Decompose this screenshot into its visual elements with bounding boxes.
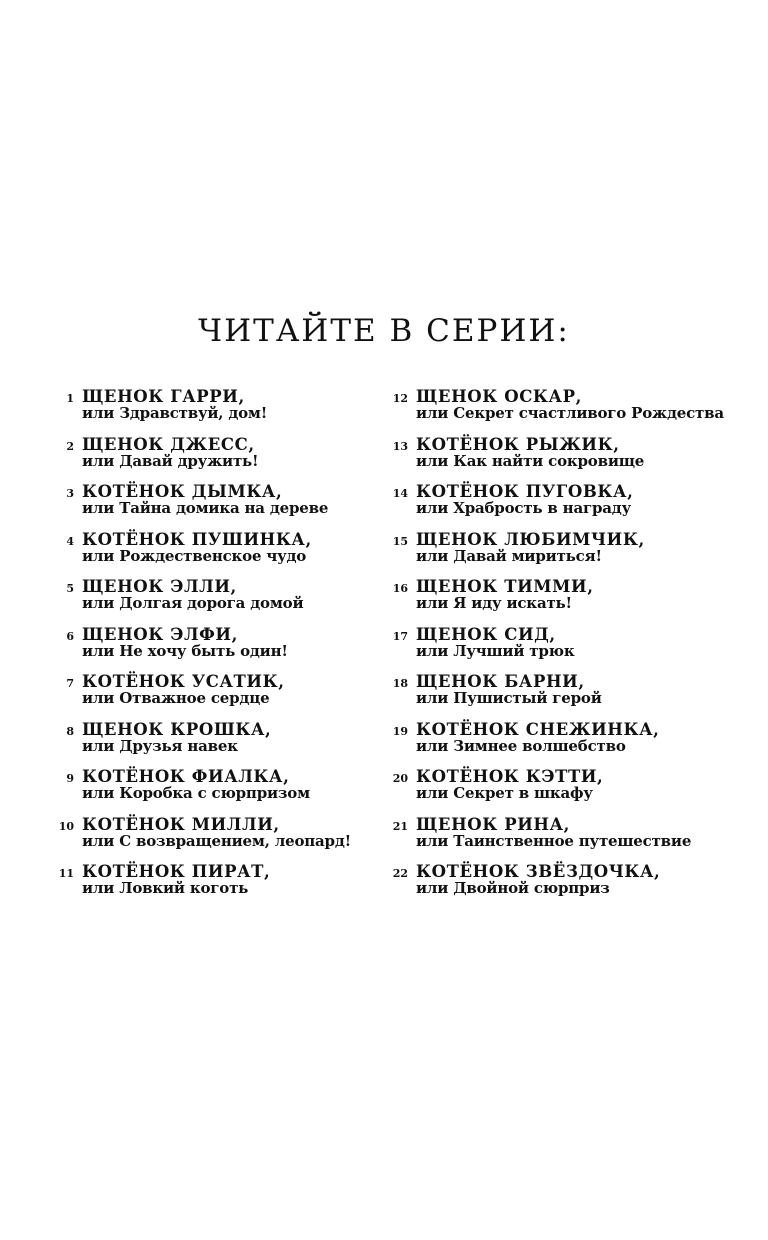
book-number: 21 — [392, 819, 408, 833]
book-number: 18 — [392, 677, 408, 690]
list-item — [56, 483, 376, 531]
book-subtitle: или Зимнее волшебство — [416, 736, 626, 755]
book-number: 10 — [58, 819, 74, 833]
book-subtitle: или Секрет в шкафу — [416, 784, 593, 802]
book-title: ЩЕНОК ГАРРИ, — [82, 387, 245, 406]
list-item — [56, 721, 376, 769]
book-number: 19 — [392, 724, 408, 738]
book-title: ЩЕНОК ЛЮБИМЧИК, — [416, 529, 645, 549]
book-number: 22 — [392, 867, 408, 880]
list-item — [390, 626, 760, 674]
book-subtitle: или Пушистый герой — [416, 689, 602, 707]
list-item — [56, 388, 376, 436]
list-item — [56, 673, 376, 721]
book-title: КОТЁНОК ЗВЁЗДОЧКА, — [416, 862, 661, 881]
list-item — [390, 673, 760, 721]
book-title: ЩЕНОК БАРНИ, — [416, 672, 585, 691]
book-title: ЩЕНОК ОСКАР, — [416, 387, 582, 406]
book-subtitle: или Рождественское чудо — [82, 546, 307, 565]
book-number: 11 — [58, 867, 74, 880]
book-number: 7 — [66, 677, 74, 690]
list-item — [390, 436, 760, 484]
book-title: ЩЕНОК КРОШКА, — [82, 719, 272, 739]
book-title: КОТЁНОК ПУГОВКА, — [416, 482, 634, 501]
list-item — [56, 531, 376, 579]
book-number: 5 — [66, 582, 74, 595]
book-subtitle: или Ловкий коготь — [82, 879, 249, 897]
list-item — [56, 768, 376, 816]
book-title: КОТЁНОК РЫЖИК, — [416, 434, 620, 454]
book-title: КОТЁНОК УСАТИК, — [82, 672, 285, 691]
book-subtitle: или Коробка с сюрпризом — [82, 784, 310, 802]
book-subtitle: или Здравствуй, дом! — [82, 404, 268, 422]
list-item — [390, 388, 760, 436]
list-item — [56, 816, 376, 864]
book-title: КОТЁНОК ФИАЛКА, — [82, 767, 290, 786]
book-subtitle: или Храбрость в награду — [416, 499, 631, 517]
list-item — [390, 531, 760, 579]
book-subtitle: или Не хочу быть один! — [82, 641, 288, 660]
list-item — [390, 721, 760, 769]
book-number: 13 — [392, 439, 408, 453]
series-list-right — [390, 388, 760, 911]
book-number: 1 — [66, 392, 74, 405]
book-number: 20 — [392, 772, 408, 785]
book-title: ЩЕНОК РИНА, — [416, 814, 570, 834]
list-item — [390, 768, 760, 816]
book-subtitle: или Таинственное путешествие — [416, 831, 692, 850]
list-item — [56, 626, 376, 674]
book-number: 2 — [66, 439, 74, 453]
book-number: 8 — [66, 724, 74, 738]
list-item — [390, 863, 760, 911]
book-title: КОТЁНОК КЭТТИ, — [416, 767, 604, 786]
list-item — [390, 578, 760, 626]
book-number: 6 — [66, 629, 74, 643]
list-item — [390, 816, 760, 864]
list-item — [56, 578, 376, 626]
book-subtitle: или С возвращением, леопард! — [82, 831, 352, 850]
book-title: ЩЕНОК ДЖЕСС, — [82, 434, 255, 454]
book-number: 3 — [66, 487, 74, 500]
list-item — [56, 436, 376, 484]
book-number: 9 — [66, 772, 74, 785]
book-title: КОТЁНОК СНЕЖИНКА, — [416, 719, 660, 739]
book-title: КОТЁНОК ДЫМКА, — [82, 482, 283, 501]
book-number: 4 — [66, 534, 74, 548]
list-item — [390, 483, 760, 531]
list-item — [56, 863, 376, 911]
book-subtitle: или Давай дружить! — [82, 451, 259, 470]
book-subtitle: или Давай мириться! — [416, 546, 602, 565]
book-subtitle: или Друзья навек — [82, 736, 238, 755]
book-title: ЩЕНОК ЭЛФИ, — [82, 624, 238, 644]
book-title: КОТЁНОК ПИРАТ, — [82, 862, 271, 881]
book-subtitle: или Отважное сердце — [82, 689, 270, 707]
book-number: 12 — [392, 392, 408, 405]
book-subtitle: или Я иду искать! — [416, 594, 572, 612]
book-subtitle: или Лучший трюк — [416, 641, 575, 660]
book-number: 17 — [392, 629, 408, 643]
book-number: 16 — [392, 582, 408, 595]
book-subtitle: или Секрет счастливого Рождества — [416, 404, 724, 422]
book-subtitle: или Как найти сокровище — [416, 451, 645, 470]
book-number: 15 — [392, 534, 408, 548]
book-subtitle: или Двойной сюрприз — [416, 879, 610, 897]
book-title: КОТЁНОК ПУШИНКА, — [82, 529, 312, 549]
page-title: ЧИТАЙТЕ В СЕРИИ: — [198, 313, 570, 349]
book-title: ЩЕНОК ТИММИ, — [416, 577, 594, 596]
book-title: ЩЕНОК СИД, — [416, 624, 556, 644]
series-list-left — [56, 388, 376, 911]
book-title: КОТЁНОК МИЛЛИ, — [82, 814, 280, 834]
book-number: 14 — [392, 487, 408, 500]
book-subtitle: или Долгая дорога домой — [82, 594, 304, 612]
book-subtitle: или Тайна домика на дереве — [82, 499, 329, 517]
book-title: ЩЕНОК ЭЛЛИ, — [82, 577, 237, 596]
